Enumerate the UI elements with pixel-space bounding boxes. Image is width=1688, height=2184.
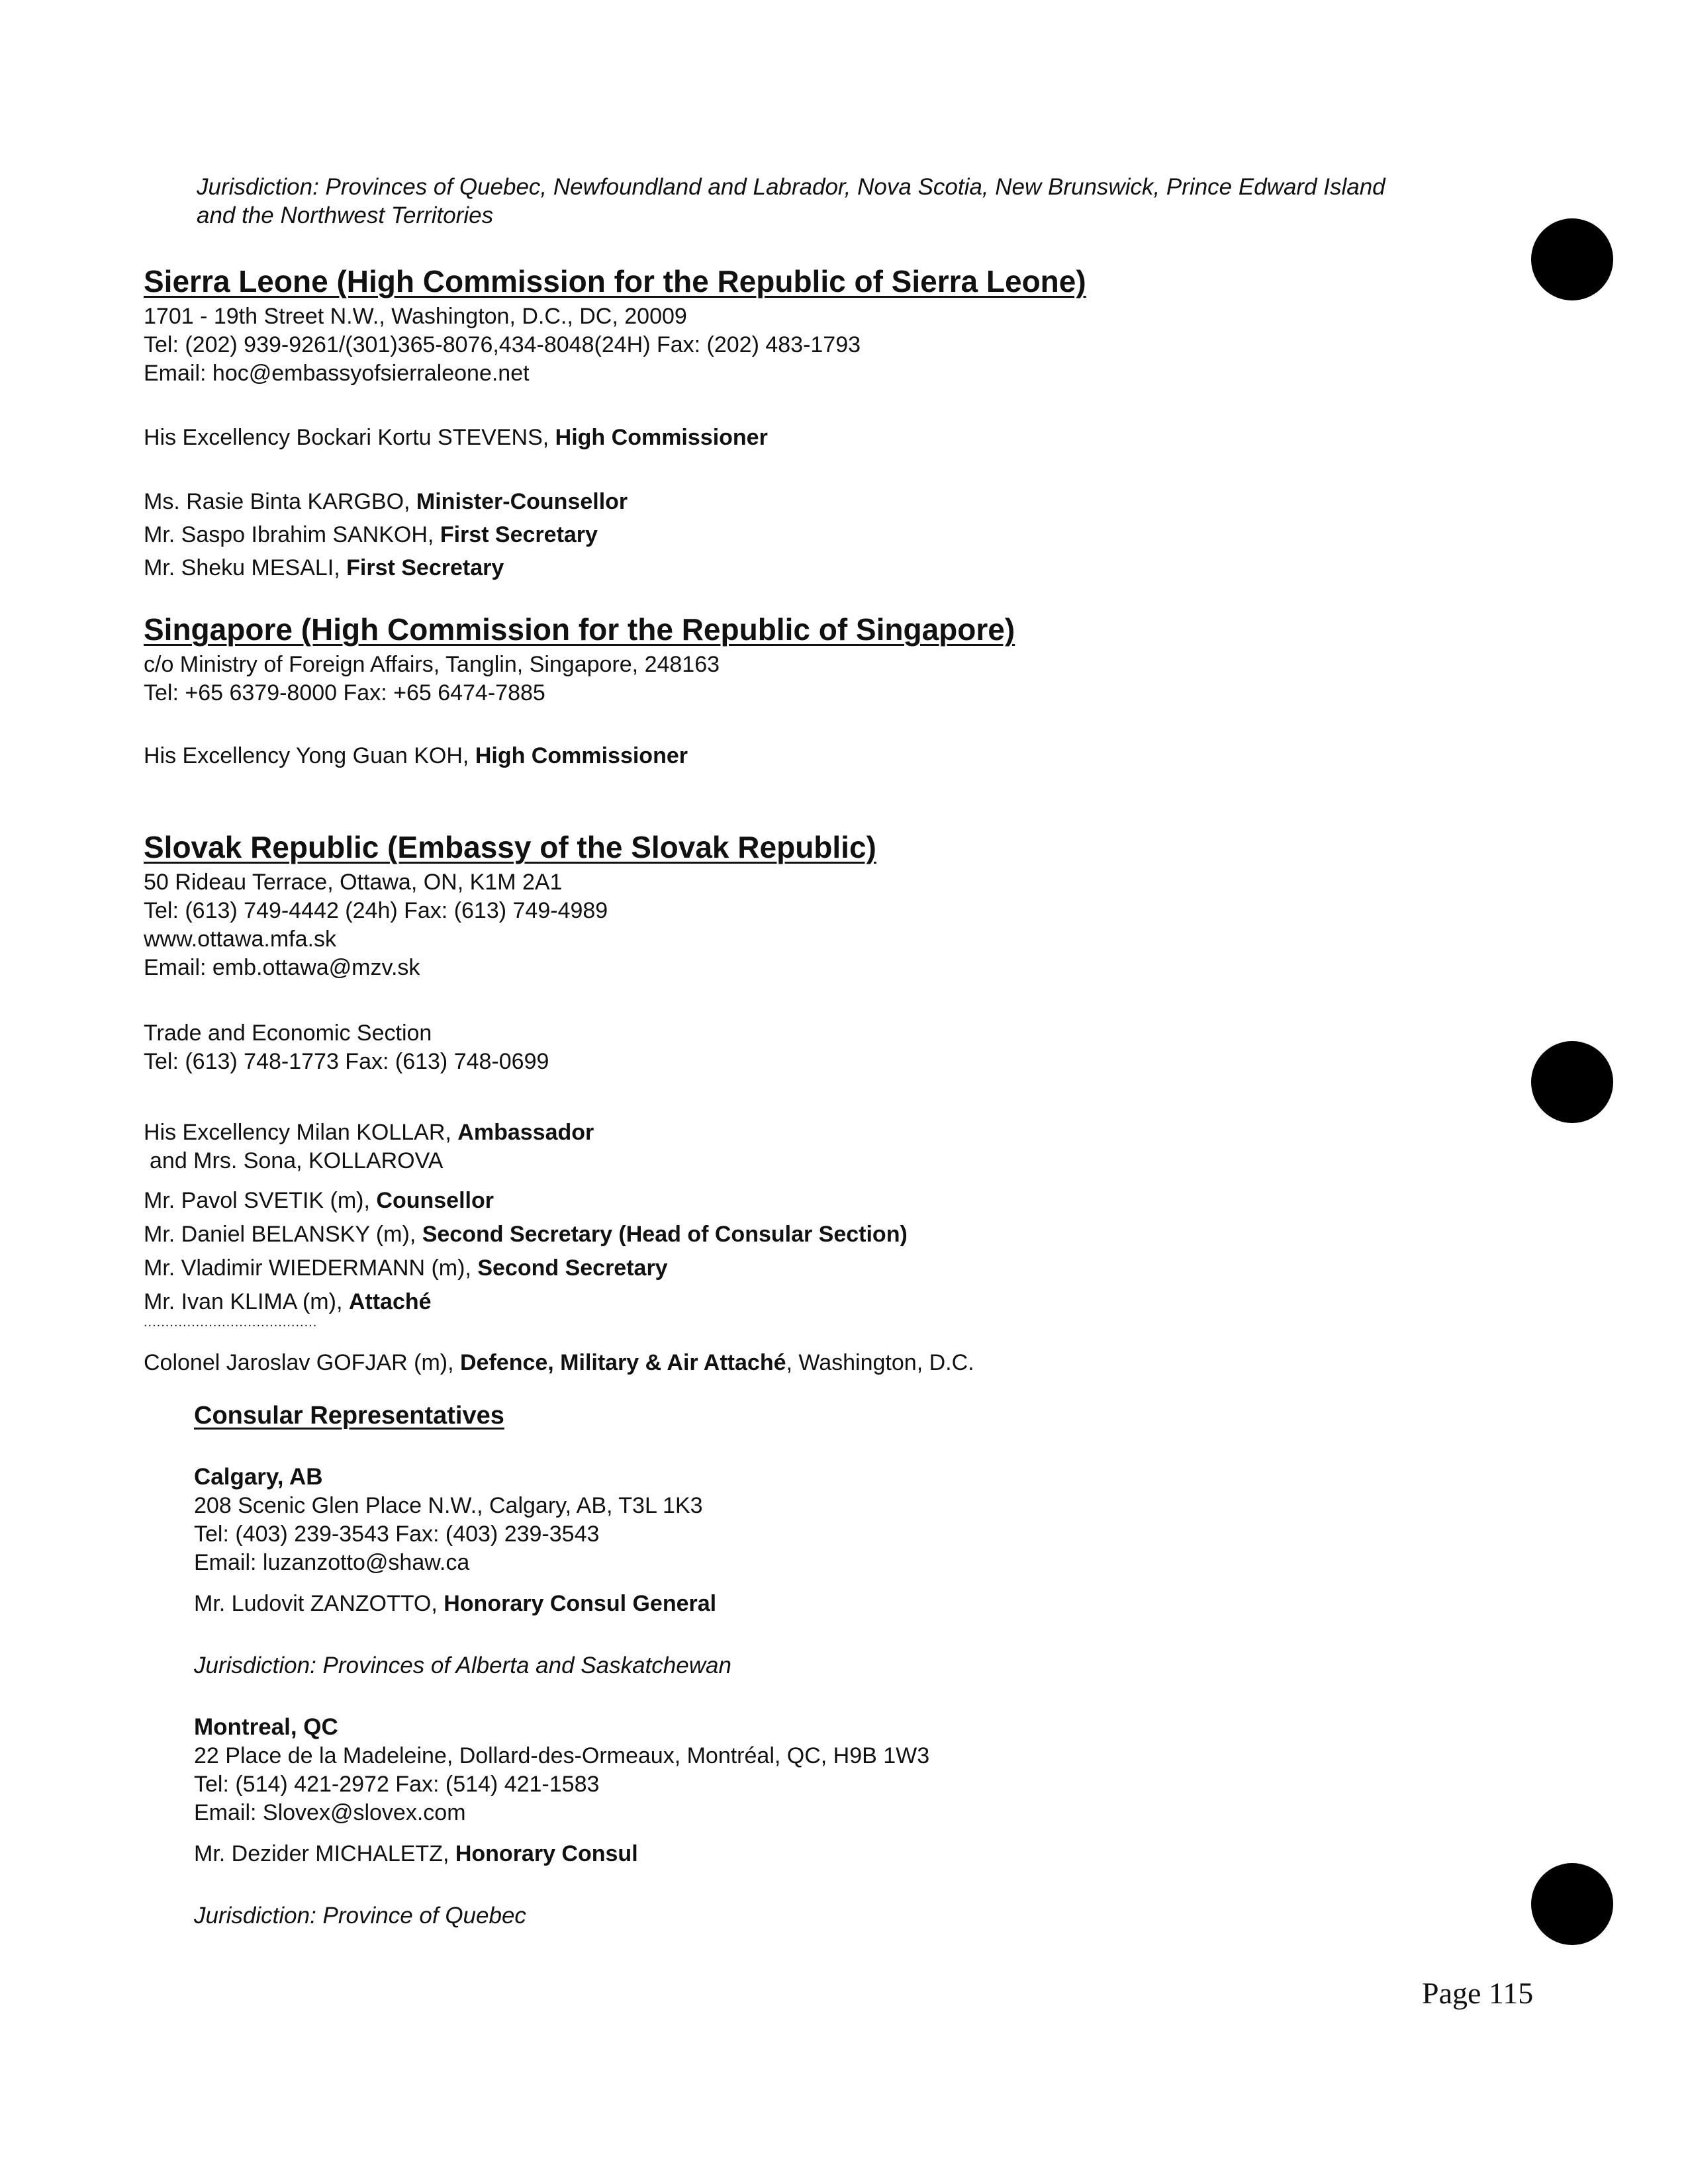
- sierra-leone-head-of-mission: [144, 424, 768, 452]
- calgary-consul: [194, 1590, 716, 1618]
- slovak-head-of-mission: [144, 1118, 594, 1175]
- consular-representatives-heading: Consular Representatives: [194, 1402, 504, 1430]
- hole-punch-top: [1531, 218, 1613, 300]
- staff-title: First Secretary: [440, 522, 598, 547]
- montreal-contact: [194, 1742, 929, 1827]
- staff-title: Second Secretary (Head of Consular Section): [422, 1222, 908, 1247]
- slovak-address: 50 Rideau Terrace, Ottawa, ON, K1M 2A1: [144, 870, 563, 895]
- defence-title: Defence, Military & Air Attaché: [460, 1350, 786, 1375]
- montreal-email: Email: Slovex@slovex.com: [194, 1800, 466, 1825]
- slovak-heading: Slovak Republic (Embassy of the Slovak Republic): [144, 830, 876, 864]
- staff-row: [144, 518, 628, 551]
- calgary-consul-title: Honorary Consul General: [444, 1591, 717, 1616]
- staff-title: Counsellor: [376, 1188, 494, 1213]
- montreal-city: Montreal, QC: [194, 1714, 338, 1740]
- previous-jurisdiction-line-2: and the Northwest Territories: [197, 203, 494, 228]
- defence-location: , Washington, D.C.: [786, 1350, 974, 1375]
- staff-name: Mr. Sheku MESALI,: [144, 555, 347, 580]
- singapore-address: c/o Ministry of Foreign Affairs, Tanglin, Singapore, 248163: [144, 652, 720, 677]
- slovak-staff-list: [144, 1184, 908, 1319]
- montreal-jurisdiction: Jurisdiction: Province of Quebec: [194, 1903, 526, 1929]
- staff-name: Mr. Vladimir WIEDERMANN (m),: [144, 1255, 478, 1281]
- sierra-leone-staff-list: [144, 485, 628, 584]
- staff-row: [144, 485, 628, 518]
- slovak-trade-title: Trade and Economic Section: [144, 1021, 432, 1046]
- singapore-contact: [144, 651, 720, 707]
- slovak-spouse: and Mrs. Sona, KOLLAROVA: [150, 1148, 444, 1173]
- slovak-contact: [144, 868, 608, 982]
- separator-dots: ........................................: [144, 1315, 318, 1330]
- staff-name: Ms. Rasie Binta KARGBO,: [144, 489, 416, 514]
- staff-title: Attaché: [348, 1289, 432, 1314]
- montreal-consul: [194, 1840, 638, 1868]
- calgary-contact: [194, 1492, 703, 1577]
- calgary-jurisdiction: Jurisdiction: Provinces of Alberta and Saskatchewan: [194, 1653, 731, 1678]
- slovak-ambassador: [144, 1118, 594, 1147]
- calgary-address: 208 Scenic Glen Place N.W., Calgary, AB, T3L 1K3: [194, 1493, 703, 1518]
- sierra-leone-head-title: High Commissioner: [555, 425, 768, 450]
- slovak-tel: Tel: (613) 749-4442 (24h) Fax: (613) 749-4989: [144, 898, 608, 923]
- slovak-ambassador-name: His Excellency Milan KOLLAR,: [144, 1120, 458, 1145]
- sierra-leone-contact: [144, 302, 861, 388]
- singapore-tel: Tel: +65 6379-8000 Fax: +65 6474-7885: [144, 680, 545, 705]
- staff-row: [144, 551, 628, 584]
- slovak-email: Email: emb.ottawa@mzv.sk: [144, 955, 420, 980]
- staff-row: [144, 1218, 908, 1251]
- singapore-head-title: High Commissioner: [475, 743, 688, 768]
- previous-jurisdiction-line-1: Jurisdiction: Provinces of Quebec, Newfoundland and Labrador, Nova Scotia, New Brunswick, Prince Edward Island: [197, 174, 1385, 200]
- staff-name: Mr. Daniel BELANSKY (m),: [144, 1222, 422, 1247]
- calgary-consul-name: Mr. Ludovit ZANZOTTO,: [194, 1591, 444, 1616]
- calgary-email: Email: luzanzotto@shaw.ca: [194, 1550, 470, 1575]
- calgary-city: Calgary, AB: [194, 1464, 323, 1490]
- staff-row: [144, 1251, 908, 1285]
- sierra-leone-head-name: His Excellency Bockari Kortu STEVENS,: [144, 425, 555, 450]
- calgary-tel: Tel: (403) 239-3543 Fax: (403) 239-3543: [194, 1522, 600, 1547]
- page-number: Page 115: [1422, 1976, 1534, 2010]
- hole-punch-middle: [1531, 1041, 1613, 1123]
- hole-punch-bottom: [1531, 1863, 1613, 1945]
- staff-title: First Secretary: [346, 555, 504, 580]
- montreal-tel: Tel: (514) 421-2972 Fax: (514) 421-1583: [194, 1772, 600, 1797]
- previous-jurisdiction: [197, 173, 1385, 230]
- sierra-leone-heading: Sierra Leone (High Commission for the Republic of Sierra Leone): [144, 264, 1086, 298]
- sierra-leone-tel: Tel: (202) 939-9261/(301)365-8076,434-8048(24H) Fax: (202) 483-1793: [144, 332, 861, 357]
- staff-row: [144, 1285, 908, 1319]
- slovak-defence-attache: [144, 1349, 974, 1377]
- singapore-head-name: His Excellency Yong Guan KOH,: [144, 743, 475, 768]
- singapore-heading: Singapore (High Commission for the Republic of Singapore): [144, 612, 1015, 647]
- staff-name: Mr. Saspo Ibrahim SANKOH,: [144, 522, 440, 547]
- montreal-consul-name: Mr. Dezider MICHALETZ,: [194, 1841, 455, 1866]
- staff-title: Minister-Counsellor: [416, 489, 628, 514]
- slovak-trade-section: [144, 1019, 549, 1076]
- slovak-website: www.ottawa.mfa.sk: [144, 927, 336, 952]
- slovak-ambassador-title: Ambassador: [457, 1120, 594, 1145]
- defence-name: Colonel Jaroslav GOFJAR (m),: [144, 1350, 460, 1375]
- staff-name: Mr. Ivan KLIMA (m),: [144, 1289, 349, 1314]
- staff-row: [144, 1184, 908, 1218]
- sierra-leone-email: Email: hoc@embassyofsierraleone.net: [144, 361, 530, 386]
- montreal-consul-title: Honorary Consul: [455, 1841, 638, 1866]
- montreal-address: 22 Place de la Madeleine, Dollard-des-Ormeaux, Montréal, QC, H9B 1W3: [194, 1743, 930, 1768]
- sierra-leone-address: 1701 - 19th Street N.W., Washington, D.C., DC, 20009: [144, 304, 687, 329]
- staff-title: Second Secretary: [477, 1255, 668, 1281]
- singapore-head-of-mission: [144, 742, 688, 770]
- staff-name: Mr. Pavol SVETIK (m),: [144, 1188, 377, 1213]
- slovak-trade-tel: Tel: (613) 748-1773 Fax: (613) 748-0699: [144, 1049, 549, 1074]
